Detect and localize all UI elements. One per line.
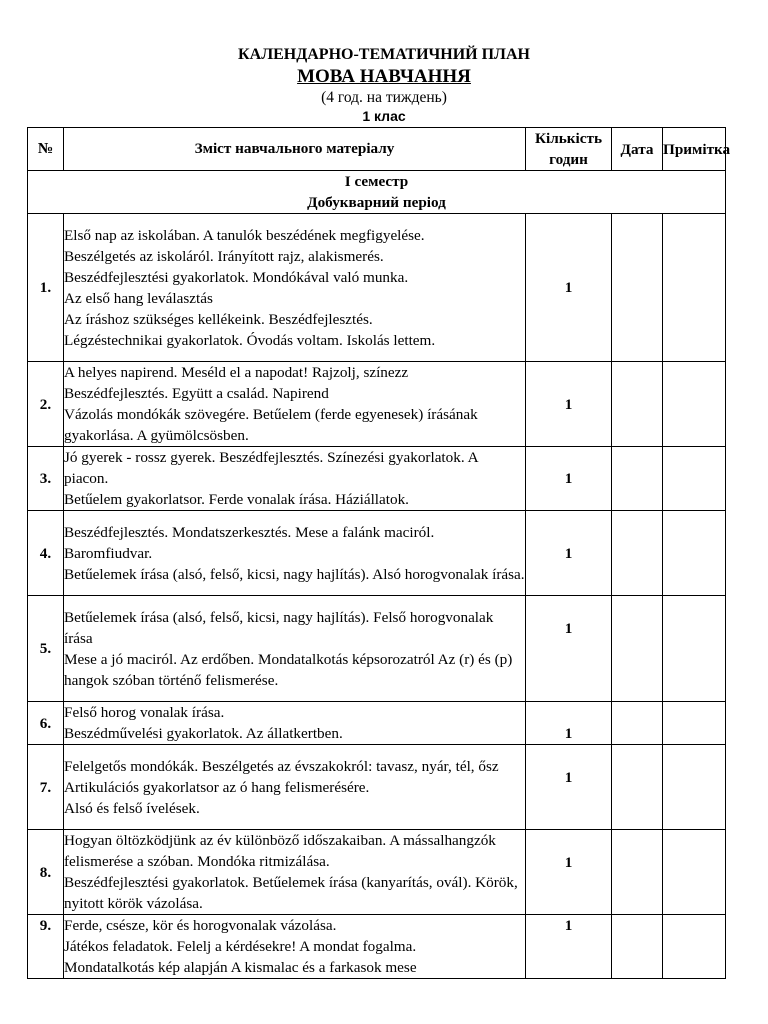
column-header-number: № (28, 128, 64, 171)
row-note (663, 596, 726, 702)
row-content (64, 511, 526, 596)
plan-title: КАЛЕНДАРНО-ТЕМАТИЧНИЙ ПЛАН (238, 46, 530, 63)
row-note (663, 915, 726, 979)
hours-per-week: (4 год. на тиждень) (321, 89, 447, 106)
row-hours: 1 (526, 745, 612, 830)
content-line: Jó gyerek - rossz gyerek. Beszédfejlesztés. Színezési gyakorlatok. A piacon. (64, 449, 478, 487)
row-number: 8. (28, 830, 64, 915)
row-hours: 1 (526, 362, 612, 447)
row-number: 5. (28, 596, 64, 702)
row-date (612, 214, 663, 362)
grade-label: 1 клас (362, 108, 406, 124)
row-content (64, 447, 526, 511)
content-line: Ferde, csésze, kör és horogvonalak vázolása. (64, 917, 337, 934)
table-row (28, 447, 726, 511)
table-row (28, 830, 726, 915)
content-line: Alsó és felső ívelések. (64, 799, 200, 817)
table-row (28, 745, 726, 830)
table-row (28, 511, 726, 596)
content-line: Az első hang leválasztás (64, 289, 213, 307)
row-date (612, 596, 663, 702)
content-line: Beszédfejlesztési gyakorlatok. Betűelemek írása (kanyarítás, ovál). Körök, nyitott körök vázolása. (64, 874, 518, 912)
row-date (612, 447, 663, 511)
plan-rows (28, 214, 726, 979)
row-hours: 1 (526, 447, 612, 511)
plan-table (27, 127, 731, 979)
row-note (663, 511, 726, 596)
content-line: Betűelemek írása (alsó, felső, kicsi, nagy hajlítás). Felső horogvonalak írása (64, 608, 494, 647)
row-content (64, 915, 526, 979)
semester-label: І семестр (344, 173, 409, 190)
table-row (28, 362, 726, 447)
row-note (663, 745, 726, 830)
table-row (28, 214, 726, 362)
table-header-row (28, 128, 726, 171)
row-content (64, 596, 526, 702)
row-date (612, 830, 663, 915)
content-line: Betűelem gyakorlatsor. Ferde vonalak írása. Háziállatok. (64, 491, 409, 508)
subject-title: МОВА НАВЧАННЯ (297, 66, 471, 87)
content-line: Mondatalkotás kép alapján A kismalac és a farkasok mese (64, 959, 417, 976)
content-line: Felső horog vonalak írása. (64, 704, 225, 721)
content-line: Légzéstechnikai gyakorlatok. Óvodás voltam. Iskolás lettem. (64, 331, 436, 349)
row-date (612, 745, 663, 830)
content-line: A helyes napirend. Meséld el a napodat! Rajzolj, színezz (64, 364, 409, 381)
row-number: 1. (28, 214, 64, 362)
row-number: 7. (28, 745, 64, 830)
content-line: Játékos feladatok. Felelj a kérdésekre! A mondat fogalma. (64, 938, 417, 955)
column-header-note: Примітка (663, 128, 726, 171)
content-line: Az íráshoz szükséges kellékeink. Beszédfejlesztés. (64, 310, 373, 328)
row-note (663, 214, 726, 362)
row-number: 4. (28, 511, 64, 596)
row-note (663, 447, 726, 511)
row-hours: 1 (526, 702, 612, 745)
table-row (28, 702, 726, 745)
row-hours: 1 (526, 511, 612, 596)
row-content (64, 362, 526, 447)
column-header-content: Зміст навчального матеріалу (64, 128, 526, 171)
row-content (64, 745, 526, 830)
semester-row (28, 171, 726, 214)
row-content (64, 214, 526, 362)
row-hours: 1 (526, 596, 612, 702)
column-header-date: Дата (612, 128, 663, 171)
content-line: Vázolás mondókák szövegére. Betűelem (ferde egyenesek) írásának gyakorlása. A gyümölcsösben. (64, 406, 478, 444)
content-line: Beszédművelési gyakorlatok. Az állatkertben. (64, 725, 343, 742)
row-number: 9. (28, 915, 64, 979)
content-line: Beszédfejlesztés. Mondatszerkesztés. Mese a falánk maciról. Baromfiudvar. (64, 523, 435, 562)
content-line: Felelgetős mondókák. Beszélgetés az évszakokról: tavasz, nyár, tél, ősz Artikulációs gyakorlatsor az ó hang felismerésére. (64, 757, 499, 796)
row-hours: 1 (526, 830, 612, 915)
content-line: Betűelemek írása (alsó, felső, kicsi, nagy hajlítás). Alsó horogvonalak írása. (64, 565, 525, 583)
row-number: 3. (28, 447, 64, 511)
row-number: 6. (28, 702, 64, 745)
content-line: Mese a jó maciról. Az erdőben. Mondatalkotás képsorozatról Az (r) és (p) hangok szóban történő felismerése. (64, 650, 513, 689)
content-line: Beszélgetés az iskoláról. Irányított rajz, alakismerés. (64, 247, 384, 265)
period-label: Добукварний період (307, 194, 446, 211)
table-row (28, 596, 726, 702)
content-line: Beszédfejlesztési gyakorlatok. Mondókával való munka. (64, 268, 409, 286)
row-number: 2. (28, 362, 64, 447)
column-header-hours: Кількість годин (526, 128, 612, 171)
row-date (612, 362, 663, 447)
row-content (64, 830, 526, 915)
content-line: Hogyan öltözködjünk az év különböző időszakaiban. A mássalhangzók felismerése a szóban. Mondóka ritmizálása. (64, 832, 496, 870)
table-row (28, 915, 726, 979)
row-note (663, 702, 726, 745)
row-date (612, 511, 663, 596)
content-line: Beszédfejlesztés. Együtt a család. Napirend (64, 385, 329, 402)
row-note (663, 830, 726, 915)
row-date (612, 702, 663, 745)
row-content (64, 702, 526, 745)
row-hours: 1 (526, 214, 612, 362)
row-note (663, 362, 726, 447)
content-line: Első nap az iskolában. A tanulók beszédének megfigyelése. (64, 226, 425, 244)
semester-cell (28, 171, 726, 214)
row-date (612, 915, 663, 979)
row-hours: 1 (526, 915, 612, 979)
